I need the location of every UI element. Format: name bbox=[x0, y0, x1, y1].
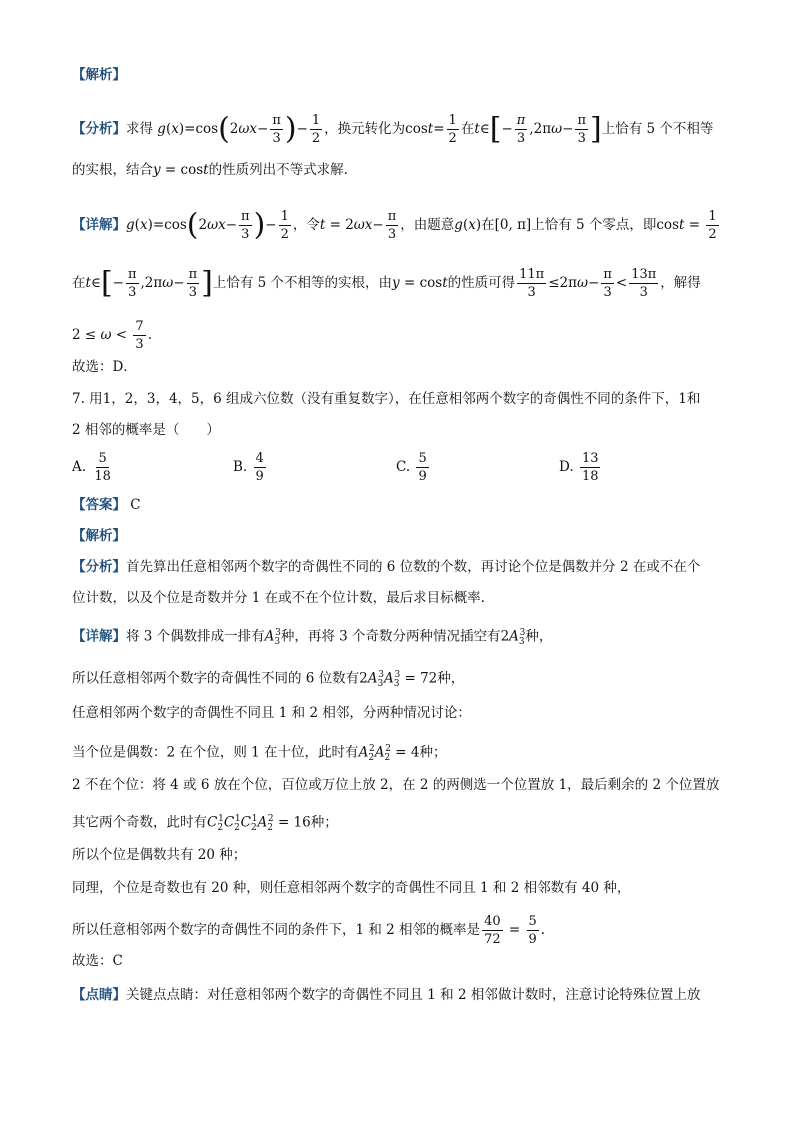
q7-line6: 其它两个奇数，此时有$C_2^1C_2^1C_2^1A_2^2 = 16$种； bbox=[72, 814, 338, 834]
q7-analysis-tag: 【解析】 bbox=[72, 528, 126, 544]
answer-tag: 【答案】 bbox=[72, 497, 126, 513]
q7-line5: 2 不在个位：将 4 或 6 放在个位，百位或万位上放 2，在 2 的两侧选一个位置放 1，最后剩余的 2 个位置放 bbox=[72, 777, 720, 793]
q7-line7: 所以个位是偶数共有 20 种； bbox=[72, 847, 247, 863]
q6-analysis-line2: 的实根，结合y = cost的性质列出不等式求解. bbox=[72, 162, 348, 178]
q7-fenxi-line1: 【分析】首先算出任意相邻两个数字的奇偶性不同的 6 位数的个数，再讨论个位是偶数并分 2 在或不在个 bbox=[72, 559, 701, 575]
q7-line8: 同理，个位是奇数也有 20 种，则任意相邻两个数字的奇偶性不同且 1 和 2 相邻数有 40 种， bbox=[72, 880, 631, 896]
q6-result: 2 ≤ ω < $\frac{7}{3}$ . bbox=[72, 319, 152, 352]
q6-detail-line2: 在t∈[− $\frac{\pi}{3}$ ,2πω− $\frac{\pi}{3}$ ]上恰有 5 个不相等的实根，由y = cost的性质可得 $\frac{11\pi}{3}$ ≤2πω− $\frac{\pi}{3}$ < $\frac{13\pi}{3}$ ，解得 bbox=[72, 265, 701, 301]
q6-choice: 故选：D． bbox=[72, 359, 137, 375]
q7-line2: 所以任意相邻两个数字的奇偶性不同的 6 位数有$2A_3^3A_3^3 = 72$种， bbox=[72, 670, 465, 690]
dianjing-tag: 【点睛】 bbox=[72, 987, 126, 1003]
option-a: A. $\frac{5}{18}$ bbox=[72, 451, 111, 484]
q7-line4: 当个位是偶数：2 在个位，则 1 在十位，此时有$A_2^2A_2^2 = 4$种； bbox=[72, 744, 447, 764]
q7-stem-line2: 2 相邻的概率是（ ） bbox=[72, 422, 220, 438]
q6-detail-line1: 【详解】g(x)=cos(2ωx− $\frac{\pi}{3}$ )− $\frac{1}{2}$ ，令t = 2ωx− $\frac{\pi}{3}$ ，由题意g(x)在[0, π]上恰有 5 个零点，即cost = $\frac{1}{2}$ bbox=[72, 207, 717, 243]
option-d: D. $\frac{13}{18}$ bbox=[559, 451, 599, 484]
detail-tag: 【详解】 bbox=[72, 217, 126, 233]
q7-stem-line1: 7. 用1，2，3，4，5，6 组成六位数（没有重复数字），在任意相邻两个数字的奇偶性不同的条件下，1和 bbox=[72, 391, 701, 407]
q7-choice: 故选：C bbox=[72, 953, 123, 969]
q7-line3: 任意相邻两个数字的奇偶性不同且 1 和 2 相邻，分两种情况讨论： bbox=[72, 705, 471, 721]
q7-detail-line1: 【详解】将 3 个偶数排成一排有$A_3^3$种，再将 3 个奇数分两种情况插空有$2A_3^3$种， bbox=[72, 628, 553, 648]
option-c: C. $\frac{5}{9}$ bbox=[396, 451, 427, 484]
analysis-tag: 【解析】 bbox=[72, 67, 126, 83]
fenxi-tag: 【分析】 bbox=[72, 121, 126, 137]
q7-dianjing: 【点睛】关键点点睛：对任意相邻两个数字的奇偶性不同且 1 和 2 相邻做计数时，注意讨论特殊位置上放 bbox=[72, 987, 701, 1003]
q7-line9: 所以任意相邻两个数字的奇偶性不同的条件下，1 和 2 相邻的概率是 $\frac{40}{72}$ = $\frac{5}{9}$ . bbox=[72, 914, 546, 947]
q7-fenxi-line2: 位计数，以及个位是奇数并分 1 在或不在个位计数，最后求目标概率. bbox=[72, 590, 485, 606]
q7-answer: 【答案】 C bbox=[72, 497, 141, 513]
option-b: B. $\frac{4}{9}$ bbox=[233, 451, 264, 484]
q6-analysis-line1: 【分析】求得 g(x)=cos(2ωx− $\frac{\pi}{3}$ )− $\frac{1}{2}$ ，换元转化为cost= $\frac{1}{2}$ 在t∈[− $\frac{\pi}{3}$ ,2πω− $\frac{\pi}{3}$ ]上恰有 5 个不相等 bbox=[72, 111, 714, 147]
